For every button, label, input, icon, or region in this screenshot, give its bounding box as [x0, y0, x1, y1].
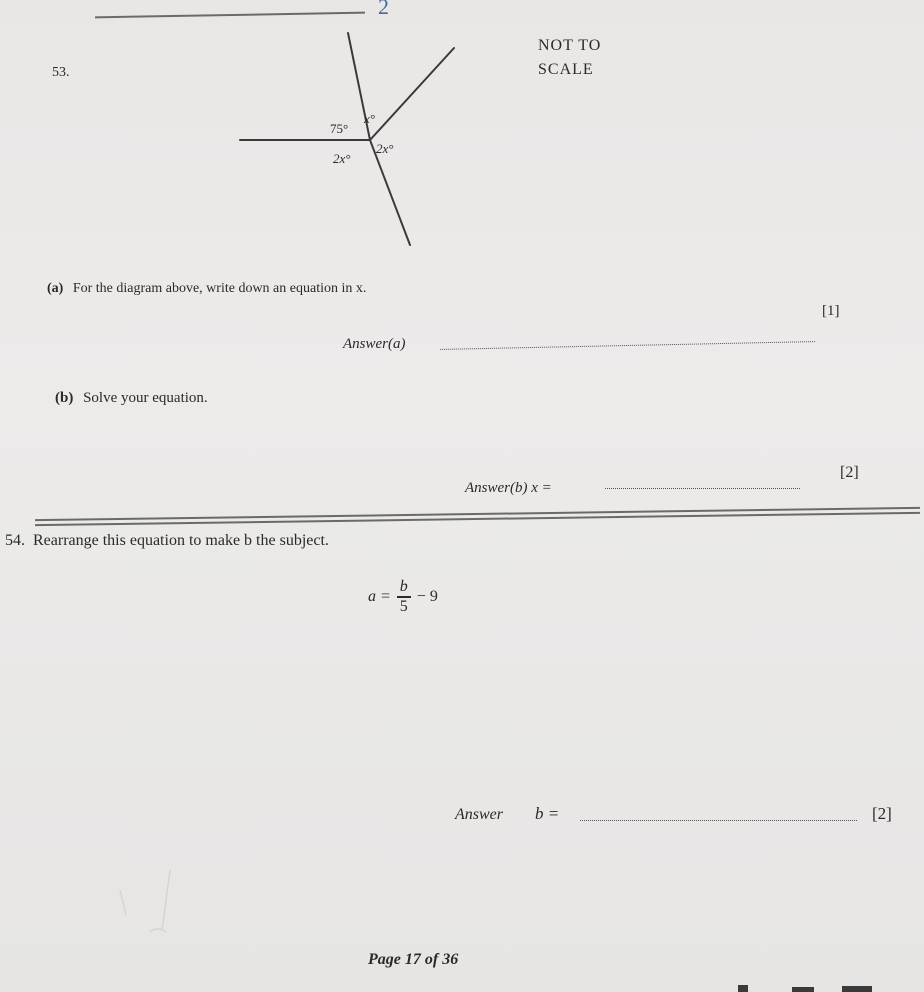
fraction-denominator: 5	[399, 597, 408, 615]
part-b-label	[55, 390, 208, 407]
marks-b: [2]	[840, 464, 859, 481]
pencil-scribble	[100, 860, 220, 950]
bottom-edge-mark-3	[842, 986, 872, 992]
answer-54-var: b =	[535, 804, 560, 823]
q54-question	[5, 532, 329, 550]
answer-54-line[interactable]	[580, 808, 857, 821]
not-to-scale-line2: SCALE	[538, 61, 594, 78]
bottom-edge-mark-2	[792, 987, 814, 992]
q54-equation	[368, 572, 438, 622]
part-a-label	[47, 281, 366, 297]
equation-fraction	[397, 578, 411, 616]
q54-text: Rearrange this equation to make b the subject.	[33, 532, 329, 549]
equation-lhs: a =	[368, 588, 391, 605]
bottom-edge-mark-1	[738, 985, 748, 992]
answer-a-line[interactable]	[440, 329, 815, 350]
marks-54: [2]	[872, 804, 892, 823]
equation-rest: − 9	[416, 588, 438, 605]
line-up-right	[370, 48, 454, 140]
page-mark: 2	[378, 0, 389, 19]
answer-54-label: Answer	[455, 806, 503, 823]
q53-number: 53.	[52, 65, 70, 80]
angle-label-75: 75°	[330, 121, 349, 136]
part-b-letter: (b)	[55, 390, 74, 406]
angle-diagram	[0, 0, 924, 260]
angle-label-2x-right: 2x°	[376, 141, 394, 156]
marks-a: [1]	[822, 303, 840, 319]
fraction-numerator: b	[399, 578, 408, 596]
angle-label-2x-bottom: 2x°	[333, 151, 351, 166]
part-a-letter: (a)	[47, 281, 64, 296]
answer-a-label: Answer(a)	[343, 336, 406, 352]
part-b-text: Solve your equation.	[83, 390, 208, 406]
page-number: Page 17 of 36	[368, 951, 459, 968]
answer-b-line[interactable]	[605, 478, 800, 489]
q54-number: 54.	[5, 532, 25, 549]
part-a-text: For the diagram above, write down an equation in x.	[72, 281, 367, 296]
answer-b-label: Answer(b) x =	[465, 480, 552, 496]
not-to-scale-line1: NOT TO	[538, 37, 602, 54]
angle-label-x: x°	[364, 111, 375, 126]
